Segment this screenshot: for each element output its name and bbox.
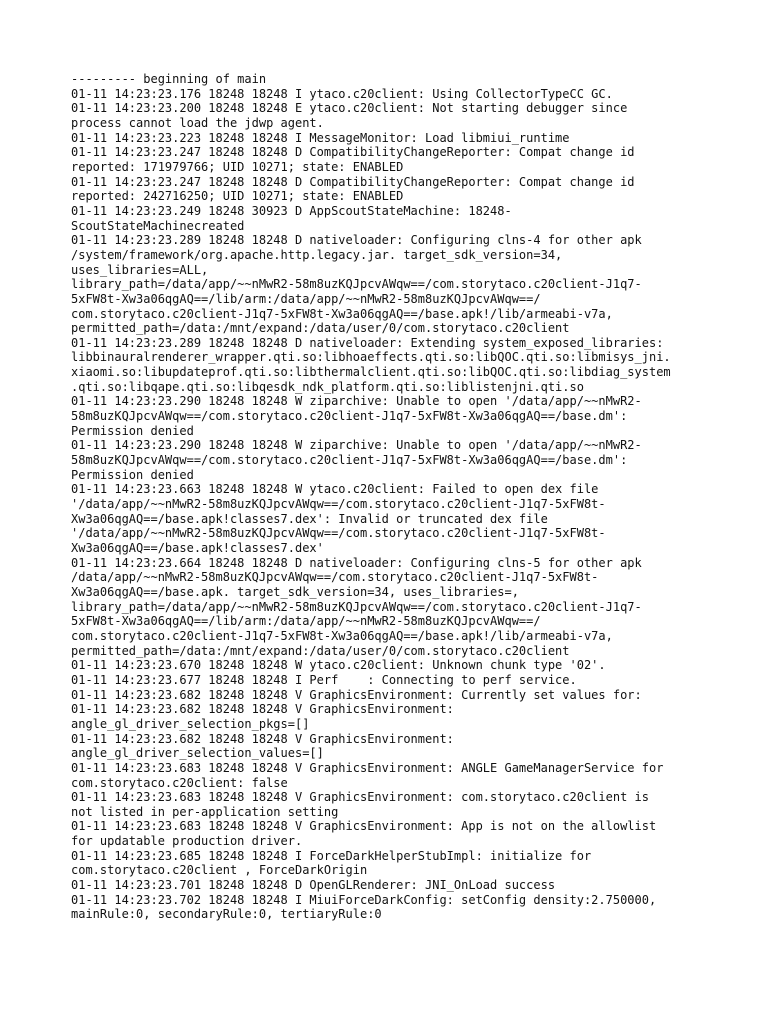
log-line: 01-11 14:23:23.682 18248 18248 V GraphicsEnvironment:: [71, 731, 454, 746]
log-line: library_path=/data/app/~~nMwR2-58m8uzKQJpcvAWqw==/com.storytaco.c20client-J1q7-: [71, 599, 642, 614]
log-line: Xw3a06qgAQ==/base.apk!classes7.dex': Invalid or truncated dex file: [71, 511, 548, 526]
log-line: com.storytaco.c20client: false: [71, 775, 288, 790]
log-line: 01-11 14:23:23.289 18248 18248 D nativeloader: Extending system_exposed_libraries:: [71, 335, 664, 350]
log-line: 01-11 14:23:23.670 18248 18248 W ytaco.c20client: Unknown chunk type '02'.: [71, 658, 606, 673]
log-line: mainRule:0, secondaryRule:0, tertiaryRule:0: [71, 907, 382, 922]
log-line: 01-11 14:23:23.200 18248 18248 E ytaco.c20client: Not starting debugger since: [71, 101, 628, 116]
log-line: 58m8uzKQJpcvAWqw==/com.storytaco.c20client-J1q7-5xFW8t-Xw3a06qgAQ==/base.dm':: [71, 409, 628, 424]
log-line: 01-11 14:23:23.247 18248 18248 D CompatibilityChangeReporter: Compat change id: [71, 145, 635, 160]
log-line: 01-11 14:23:23.290 18248 18248 W ziparchive: Unable to open '/data/app/~~nMwR2-: [71, 438, 642, 453]
log-line: 5xFW8t-Xw3a06qgAQ==/lib/arm:/data/app/~~nMwR2-58m8uzKQJpcvAWqw==/: [71, 291, 541, 306]
log-line: angle_gl_driver_selection_values=[]: [71, 746, 324, 761]
log-line: permitted_path=/data:/mnt/expand:/data/user/0/com.storytaco.c20client: [71, 321, 570, 336]
log-body: [71, 72, 711, 922]
log-line: --------- beginning of main: [71, 72, 267, 86]
log-line: .qti.so:libqape.qti.so:libqesdk_ndk_platform.qti.so:liblistenjni.qti.so: [71, 379, 584, 394]
log-line: libbinauralrenderer_wrapper.qti.so:libhoaeffects.qti.so:libQOC.qti.so:libmisys_jni.: [71, 350, 671, 365]
log-line: 01-11 14:23:23.289 18248 18248 D nativeloader: Configuring clns-4 for other apk: [71, 233, 642, 248]
log-line: for updatable production driver.: [71, 834, 303, 849]
log-line: 01-11 14:23:23.176 18248 18248 I ytaco.c20client: Using CollectorTypeCC GC.: [71, 86, 613, 101]
log-line: 01-11 14:23:23.249 18248 30923 D AppScoutStateMachine: 18248-: [71, 203, 512, 218]
log-line: 01-11 14:23:23.663 18248 18248 W ytaco.c20client: Failed to open dex file: [71, 482, 599, 497]
log-line: Xw3a06qgAQ==/base.apk. target_sdk_version=34, uses_libraries=,: [71, 584, 519, 599]
log-line: /system/framework/org.apache.http.legacy.jar. target_sdk_version=34,: [71, 247, 563, 262]
log-line: uses_libraries=ALL,: [71, 262, 209, 277]
log-line: 01-11 14:23:23.677 18248 18248 I Perf : Connecting to perf service.: [71, 672, 577, 687]
log-line: ScoutStateMachinecreated: [71, 218, 245, 233]
log-line: com.storytaco.c20client-J1q7-5xFW8t-Xw3a06qgAQ==/base.apk!/lib/armeabi-v7a,: [71, 628, 613, 643]
log-line: 01-11 14:23:23.683 18248 18248 V GraphicsEnvironment: App is not on the allowlist: [71, 819, 657, 834]
log-line: '/data/app/~~nMwR2-58m8uzKQJpcvAWqw==/com.storytaco.c20client-J1q7-5xFW8t-: [71, 497, 606, 512]
log-line: 01-11 14:23:23.682 18248 18248 V GraphicsEnvironment:: [71, 702, 454, 717]
log-line: 01-11 14:23:23.702 18248 18248 I MiuiForceDarkConfig: setConfig density:2.750000,: [71, 892, 657, 907]
log-line: 01-11 14:23:23.682 18248 18248 V GraphicsEnvironment: Currently set values for:: [71, 687, 642, 702]
log-line: 01-11 14:23:23.290 18248 18248 W ziparchive: Unable to open '/data/app/~~nMwR2-: [71, 394, 642, 409]
log-line: 01-11 14:23:23.247 18248 18248 D CompatibilityChangeReporter: Compat change id: [71, 174, 635, 189]
log-line: Permission denied: [71, 423, 194, 438]
log-line: Xw3a06qgAQ==/base.apk!classes7.dex': [71, 541, 324, 555]
log-line: 01-11 14:23:23.683 18248 18248 V GraphicsEnvironment: com.storytaco.c20client is: [71, 790, 649, 805]
log-line: 58m8uzKQJpcvAWqw==/com.storytaco.c20client-J1q7-5xFW8t-Xw3a06qgAQ==/base.dm':: [71, 453, 628, 468]
log-line: angle_gl_driver_selection_pkgs=[]: [71, 716, 310, 731]
log-line: com.storytaco.c20client-J1q7-5xFW8t-Xw3a06qgAQ==/base.apk!/lib/armeabi-v7a,: [71, 306, 613, 321]
log-line: 01-11 14:23:23.701 18248 18248 D OpenGLRenderer: JNI_OnLoad success: [71, 878, 556, 893]
log-line: library_path=/data/app/~~nMwR2-58m8uzKQJpcvAWqw==/com.storytaco.c20client-J1q7-: [71, 277, 642, 292]
log-line: 01-11 14:23:23.685 18248 18248 I ForceDarkHelperStubImpl: initialize for: [71, 848, 592, 863]
log-line: 01-11 14:23:23.664 18248 18248 D nativeloader: Configuring clns-5 for other apk: [71, 555, 642, 570]
log-line: not listed in per-application setting: [71, 804, 339, 819]
log-line: 5xFW8t-Xw3a06qgAQ==/lib/arm:/data/app/~~nMwR2-58m8uzKQJpcvAWqw==/: [71, 614, 541, 629]
log-line: process cannot load the jdwp agent.: [71, 115, 324, 130]
log-line: reported: 242716250; UID 10271; state: ENABLED: [71, 189, 404, 204]
log-line: xiaomi.so:libupdateprof.qti.so:libthermalclient.qti.so:libQOC.qti.so:libdiag_system: [71, 365, 671, 380]
log-line: permitted_path=/data:/mnt/expand:/data/user/0/com.storytaco.c20client: [71, 643, 570, 658]
log-line: 01-11 14:23:23.223 18248 18248 I MessageMonitor: Load libmiui_runtime: [71, 130, 570, 145]
log-line: /data/app/~~nMwR2-58m8uzKQJpcvAWqw==/com.storytaco.c20client-J1q7-5xFW8t-: [71, 570, 599, 585]
log-line: Permission denied: [71, 467, 194, 482]
log-document: [71, 72, 711, 922]
log-line: '/data/app/~~nMwR2-58m8uzKQJpcvAWqw==/com.storytaco.c20client-J1q7-5xFW8t-: [71, 526, 606, 541]
log-line: reported: 171979766; UID 10271; state: ENABLED: [71, 159, 404, 174]
log-line: com.storytaco.c20client , ForceDarkOrigin: [71, 863, 368, 878]
log-line: 01-11 14:23:23.683 18248 18248 V GraphicsEnvironment: ANGLE GameManagerService for: [71, 760, 664, 775]
